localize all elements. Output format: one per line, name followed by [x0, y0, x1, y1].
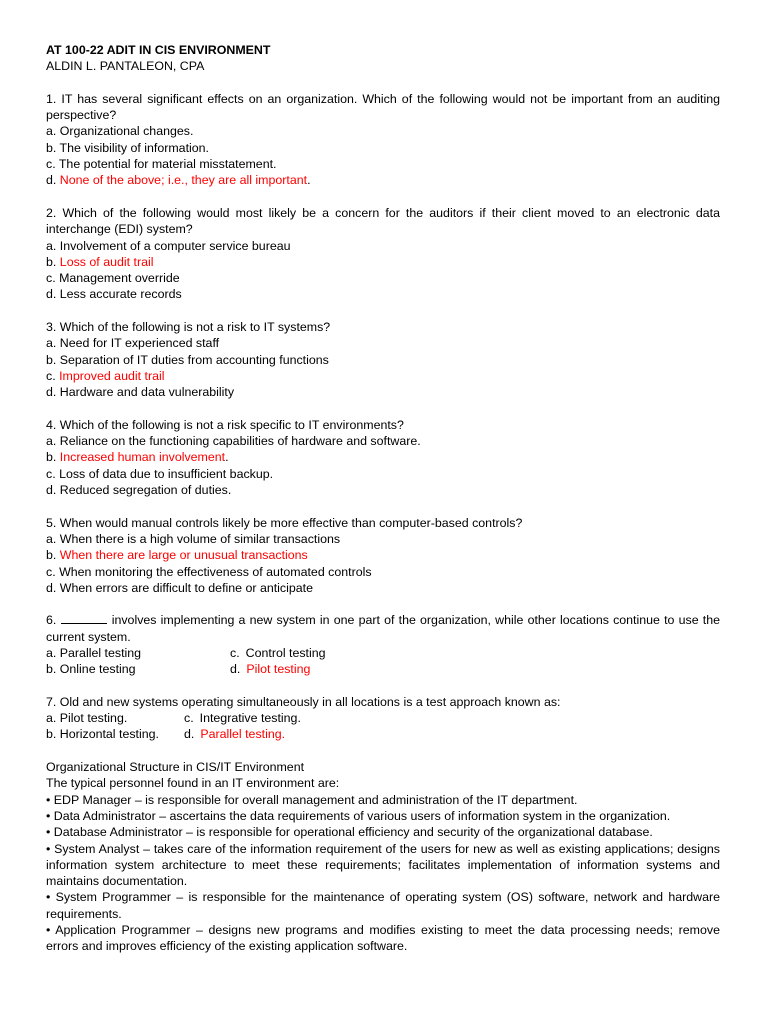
- option-d: d. When errors are difficult to define or anticipate: [46, 580, 313, 595]
- option-a: a. Need for IT experienced staff: [46, 336, 220, 351]
- option-d: [46, 172, 720, 188]
- question-stem: 3. Which of the following is not a risk to IT systems?: [46, 320, 331, 335]
- question-stem: 2. Which of the following would most likely be a concern for the auditors if their client moved to an electronic data interchange (EDI) system?: [46, 205, 720, 237]
- option-letter: c.: [184, 711, 194, 726]
- option-d: [184, 726, 285, 742]
- org-structure-section: [46, 759, 720, 955]
- option-punct: .: [307, 173, 311, 188]
- question-stem: [46, 612, 720, 645]
- question-4: [46, 417, 720, 498]
- option-a: a. Pilot testing.: [46, 711, 128, 726]
- question-number: 6.: [46, 613, 57, 628]
- option-letter: b.: [46, 450, 57, 465]
- option-text: Control testing: [245, 645, 326, 660]
- question-stem-text: involves implementing a new system in one part of the organization, while other locations continue to use the current system.: [46, 613, 720, 644]
- correct-answer: Loss of audit trail: [59, 254, 154, 269]
- option-a: a. Organizational changes.: [46, 124, 194, 139]
- option-letter: c.: [46, 368, 56, 383]
- option-a: a. When there is a high volume of similar transactions: [46, 531, 341, 546]
- correct-answer: When there are large or unusual transactions: [59, 548, 308, 563]
- option-d: d. Hardware and data vulnerability: [46, 385, 235, 400]
- option-b: b. The visibility of information.: [46, 140, 209, 155]
- options-row-1: [46, 710, 720, 726]
- question-6: [46, 612, 720, 677]
- question-1: [46, 91, 720, 189]
- option-letter: d.: [184, 727, 195, 742]
- option-a: a. Reliance on the functioning capabilities of hardware and software.: [46, 434, 421, 449]
- question-5: [46, 515, 720, 596]
- options-row-2: [46, 726, 720, 742]
- document-title: AT 100-22 ADIT IN CIS ENVIRONMENT: [46, 43, 271, 57]
- option-letter: b.: [46, 548, 57, 563]
- option-punct: .: [225, 450, 229, 465]
- bullet-item: • Database Administrator – is responsible for operational efficiency and security of the organizational database.: [46, 825, 653, 840]
- question-3: [46, 319, 720, 400]
- option-letter: c.: [230, 645, 240, 660]
- option-c: [46, 368, 720, 384]
- options-row-1: [46, 645, 720, 661]
- option-c: c. When monitoring the effectiveness of automated controls: [46, 564, 372, 579]
- bullet-item: • Data Administrator – ascertains the data requirements of various users of information system in the organization.: [46, 808, 671, 823]
- option-b: b. Separation of IT duties from accounting functions: [46, 352, 329, 367]
- option-d: d. Reduced segregation of duties.: [46, 483, 232, 498]
- option-c: c. The potential for material misstatement.: [46, 157, 277, 172]
- question-stem: 4. Which of the following is not a risk specific to IT environments?: [46, 417, 404, 432]
- correct-answer: None of the above; i.e., they are all important: [59, 173, 308, 188]
- bullet-item: • System Analyst – takes care of the information requirement of the users for new as well as existing applications; designs information system architecture to meet these requirements; facilitates implementation of information systems and maintains documentation.: [46, 841, 720, 889]
- section-intro: The typical personnel found in an IT environment are:: [46, 776, 340, 791]
- bullet-item: • System Programmer – is responsible for the maintenance of operating system (OS) software, network and hardware requirements.: [46, 890, 720, 921]
- correct-answer: Parallel testing.: [200, 727, 286, 742]
- option-c: c. Loss of data due to insufficient backup.: [46, 466, 274, 481]
- option-c: [230, 645, 326, 661]
- fill-in-blank: [61, 612, 107, 624]
- correct-answer: Pilot testing: [246, 662, 311, 677]
- options-row-2: [46, 661, 720, 677]
- bullet-item: • EDP Manager – is responsible for overall management and administration of the IT department.: [46, 792, 578, 807]
- question-2: [46, 205, 720, 303]
- section-heading: Organizational Structure in CIS/IT Environment: [46, 760, 305, 775]
- option-letter: b.: [46, 254, 57, 269]
- option-d: d. Less accurate records: [46, 287, 182, 302]
- option-b: [46, 547, 720, 563]
- bullet-item: • Application Programmer – designs new programs and modifies existing to meet the data processing needs; remove errors and improves efficiency of the existing application software.: [46, 923, 720, 954]
- question-stem: 5. When would manual controls likely be more effective than computer-based controls?: [46, 515, 523, 530]
- question-stem: 1. IT has several significant effects on an organization. Which of the following would not be important from an auditing perspective?: [46, 91, 720, 123]
- question-7: [46, 694, 720, 743]
- correct-answer: Increased human involvement: [59, 450, 226, 465]
- option-b: b. Horizontal testing.: [46, 727, 159, 742]
- option-b: b. Online testing: [46, 662, 136, 677]
- option-c: c. Management override: [46, 271, 180, 286]
- option-a: a. Involvement of a computer service bureau: [46, 238, 291, 253]
- option-letter: d.: [230, 662, 241, 677]
- option-d: [230, 661, 310, 677]
- option-a: a. Parallel testing: [46, 645, 142, 660]
- option-c: [184, 710, 301, 726]
- document-page: [46, 42, 720, 955]
- option-b: [46, 449, 720, 465]
- option-text: Integrative testing.: [199, 711, 301, 726]
- question-stem: 7. Old and new systems operating simultaneously in all locations is a test approach known as:: [46, 694, 561, 709]
- correct-answer: Improved audit trail: [59, 368, 165, 383]
- document-author: ALDIN L. PANTALEON, CPA: [46, 59, 205, 74]
- option-b: [46, 254, 720, 270]
- option-letter: d.: [46, 173, 57, 188]
